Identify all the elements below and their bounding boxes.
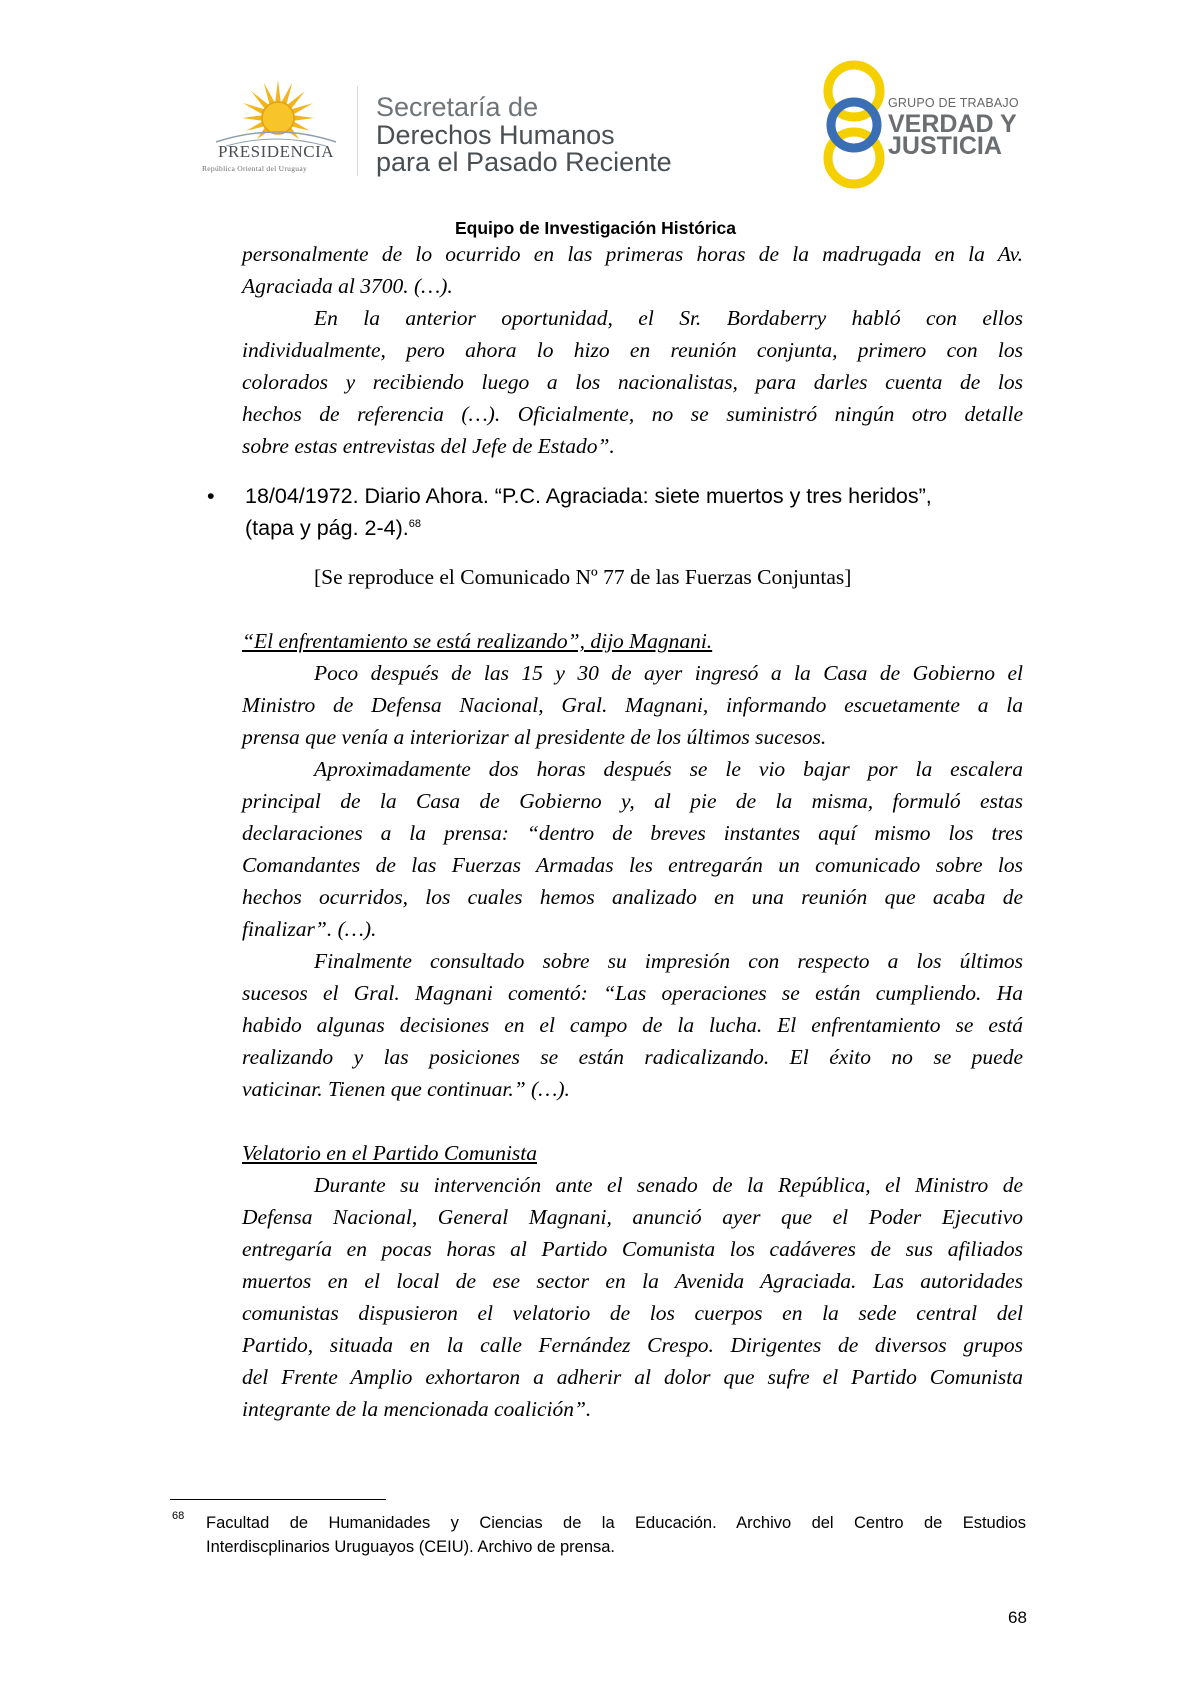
presidencia-logo-name: PRESIDENCIA xyxy=(218,142,335,161)
para1-line: Agraciada al 3700. (…). xyxy=(242,274,453,298)
para2-line: colorados y recibiendo luego a los nacionalistas, para darles cuenta de los xyxy=(242,370,1023,394)
header-divider xyxy=(357,86,358,176)
para6-line: integrante de la mencionada coalición”. xyxy=(242,1397,592,1421)
para2-line: hechos de referencia (…). Oficialmente, no se suministró ningún otro detalle xyxy=(242,402,1023,426)
verdad-justicia-rings-icon xyxy=(814,60,894,190)
para3-line: Ministro de Defensa Nacional, Gral. Magnani, informando escuetamente a la xyxy=(242,693,1023,717)
presidencia-logo-subtitle: República Oriental del Uruguay xyxy=(202,164,308,173)
secretaria-title-line3: para el Pasado Reciente xyxy=(376,147,672,177)
grupo-title-small: GRUPO DE TRABAJO xyxy=(888,96,1019,110)
secretaria-title-line2: Derechos Humanos xyxy=(376,120,615,150)
page-number: 68 xyxy=(1008,1608,1027,1627)
para4-line: hechos ocurridos, los cuales hemos analizado en una reunión que acaba de xyxy=(242,885,1023,909)
section-heading-velatorio: Velatorio en el Partido Comunista xyxy=(242,1141,538,1165)
footnote-line: Facultad de Humanidades y Ciencias de la Educación. Archivo del Centro de Estudios xyxy=(206,1514,1026,1532)
para4-line: declaraciones a la prensa: “dentro de breves instantes aquí mismo los tres xyxy=(242,821,1023,845)
grupo-title-justicia: JUSTICIA xyxy=(888,132,1002,160)
bullet-symbol: • xyxy=(207,484,215,508)
para6-line: Partido, situada en la calle Fernández Crespo. Dirigentes de diversos grupos xyxy=(242,1333,1023,1357)
footnote-line: Interdiscplinarios Uruguayos (CEIU). Archivo de prensa. xyxy=(206,1538,616,1556)
para1-line: personalmente de lo ocurrido en las primeras horas de la madrugada en la Av. xyxy=(242,242,1023,266)
bullet-line xyxy=(245,513,421,543)
para2-line: En la anterior oportunidad, el Sr. Bordaberry habló con ellos xyxy=(314,306,1023,330)
para2-line: sobre estas entrevistas del Jefe de Estado”. xyxy=(242,434,615,458)
footnote-number: 68 xyxy=(172,1510,185,1522)
bullet-line-text: (tapa y pág. 2-4). xyxy=(245,516,409,540)
para5-line: habido algunas decisiones en el campo de la lucha. El enfrentamiento se está xyxy=(242,1013,1023,1037)
para6-line: muertos en el local de ese sector en la Avenida Agraciada. Las autoridades xyxy=(242,1269,1023,1293)
para6-line: del Frente Amplio exhortaron a adherir al dolor que sufre el Partido Comunista xyxy=(242,1365,1023,1389)
grupo-title-verdad: VERDAD Y xyxy=(888,110,1017,138)
para2-line: individualmente, pero ahora lo hizo en reunión conjunta, primero con los xyxy=(242,338,1023,362)
secretaria-title-line1: Secretaría de xyxy=(376,92,539,122)
para5-line: realizando y las posiciones se están radicalizando. El éxito no se puede xyxy=(242,1045,1023,1069)
para6-line: Durante su intervención ante el senado de la República, el Ministro de xyxy=(314,1173,1023,1197)
bullet-line: 18/04/1972. Diario Ahora. “P.C. Agraciada: siete muertos y tres heridos”, xyxy=(245,484,932,508)
para4-line: Aproximadamente dos horas después se le vio bajar por la escalera xyxy=(314,757,1023,781)
section-heading-enfrentamiento: “El enfrentamiento se está realizando”, dijo Magnani. xyxy=(242,629,713,653)
para3-line: prensa que venía a interiorizar al presidente de los últimos sucesos. xyxy=(242,725,827,749)
para5-line: vaticinar. Tienen que continuar.” (…). xyxy=(242,1077,570,1101)
para6-line: entregaría en pocas horas al Partido Comunista los cadáveres de sus afiliados xyxy=(242,1237,1023,1261)
para3-line: Poco después de las 15 y 30 de ayer ingresó a la Casa de Gobierno el xyxy=(314,661,1023,685)
footnote-separator xyxy=(170,1499,386,1500)
para4-line: finalizar”. (…). xyxy=(242,917,377,941)
para5-line: Finalmente consultado sobre su impresión con respecto a los últimos xyxy=(314,949,1023,973)
team-title: Equipo de Investigación Histórica xyxy=(454,218,737,238)
footnote-ref[interactable]: 68 xyxy=(408,517,421,530)
para5-line: sucesos el Gral. Magnani comentó: “Las operaciones se están cumpliendo. Ha xyxy=(242,981,1023,1005)
communique-note: [Se reproduce el Comunicado Nº 77 de las Fuerzas Conjuntas] xyxy=(314,565,852,589)
para4-line: Comandantes de las Fuerzas Armadas les entregarán un comunicado sobre los xyxy=(242,853,1023,877)
para6-line: comunistas dispusieron el velatorio de los cuerpos en la sede central del xyxy=(242,1301,1023,1325)
presidencia-logo xyxy=(196,80,356,180)
para4-line: principal de la Casa de Gobierno y, al pie de la misma, formuló estas xyxy=(242,789,1023,813)
para6-line: Defensa Nacional, General Magnani, anunció ayer que el Poder Ejecutivo xyxy=(242,1205,1023,1229)
